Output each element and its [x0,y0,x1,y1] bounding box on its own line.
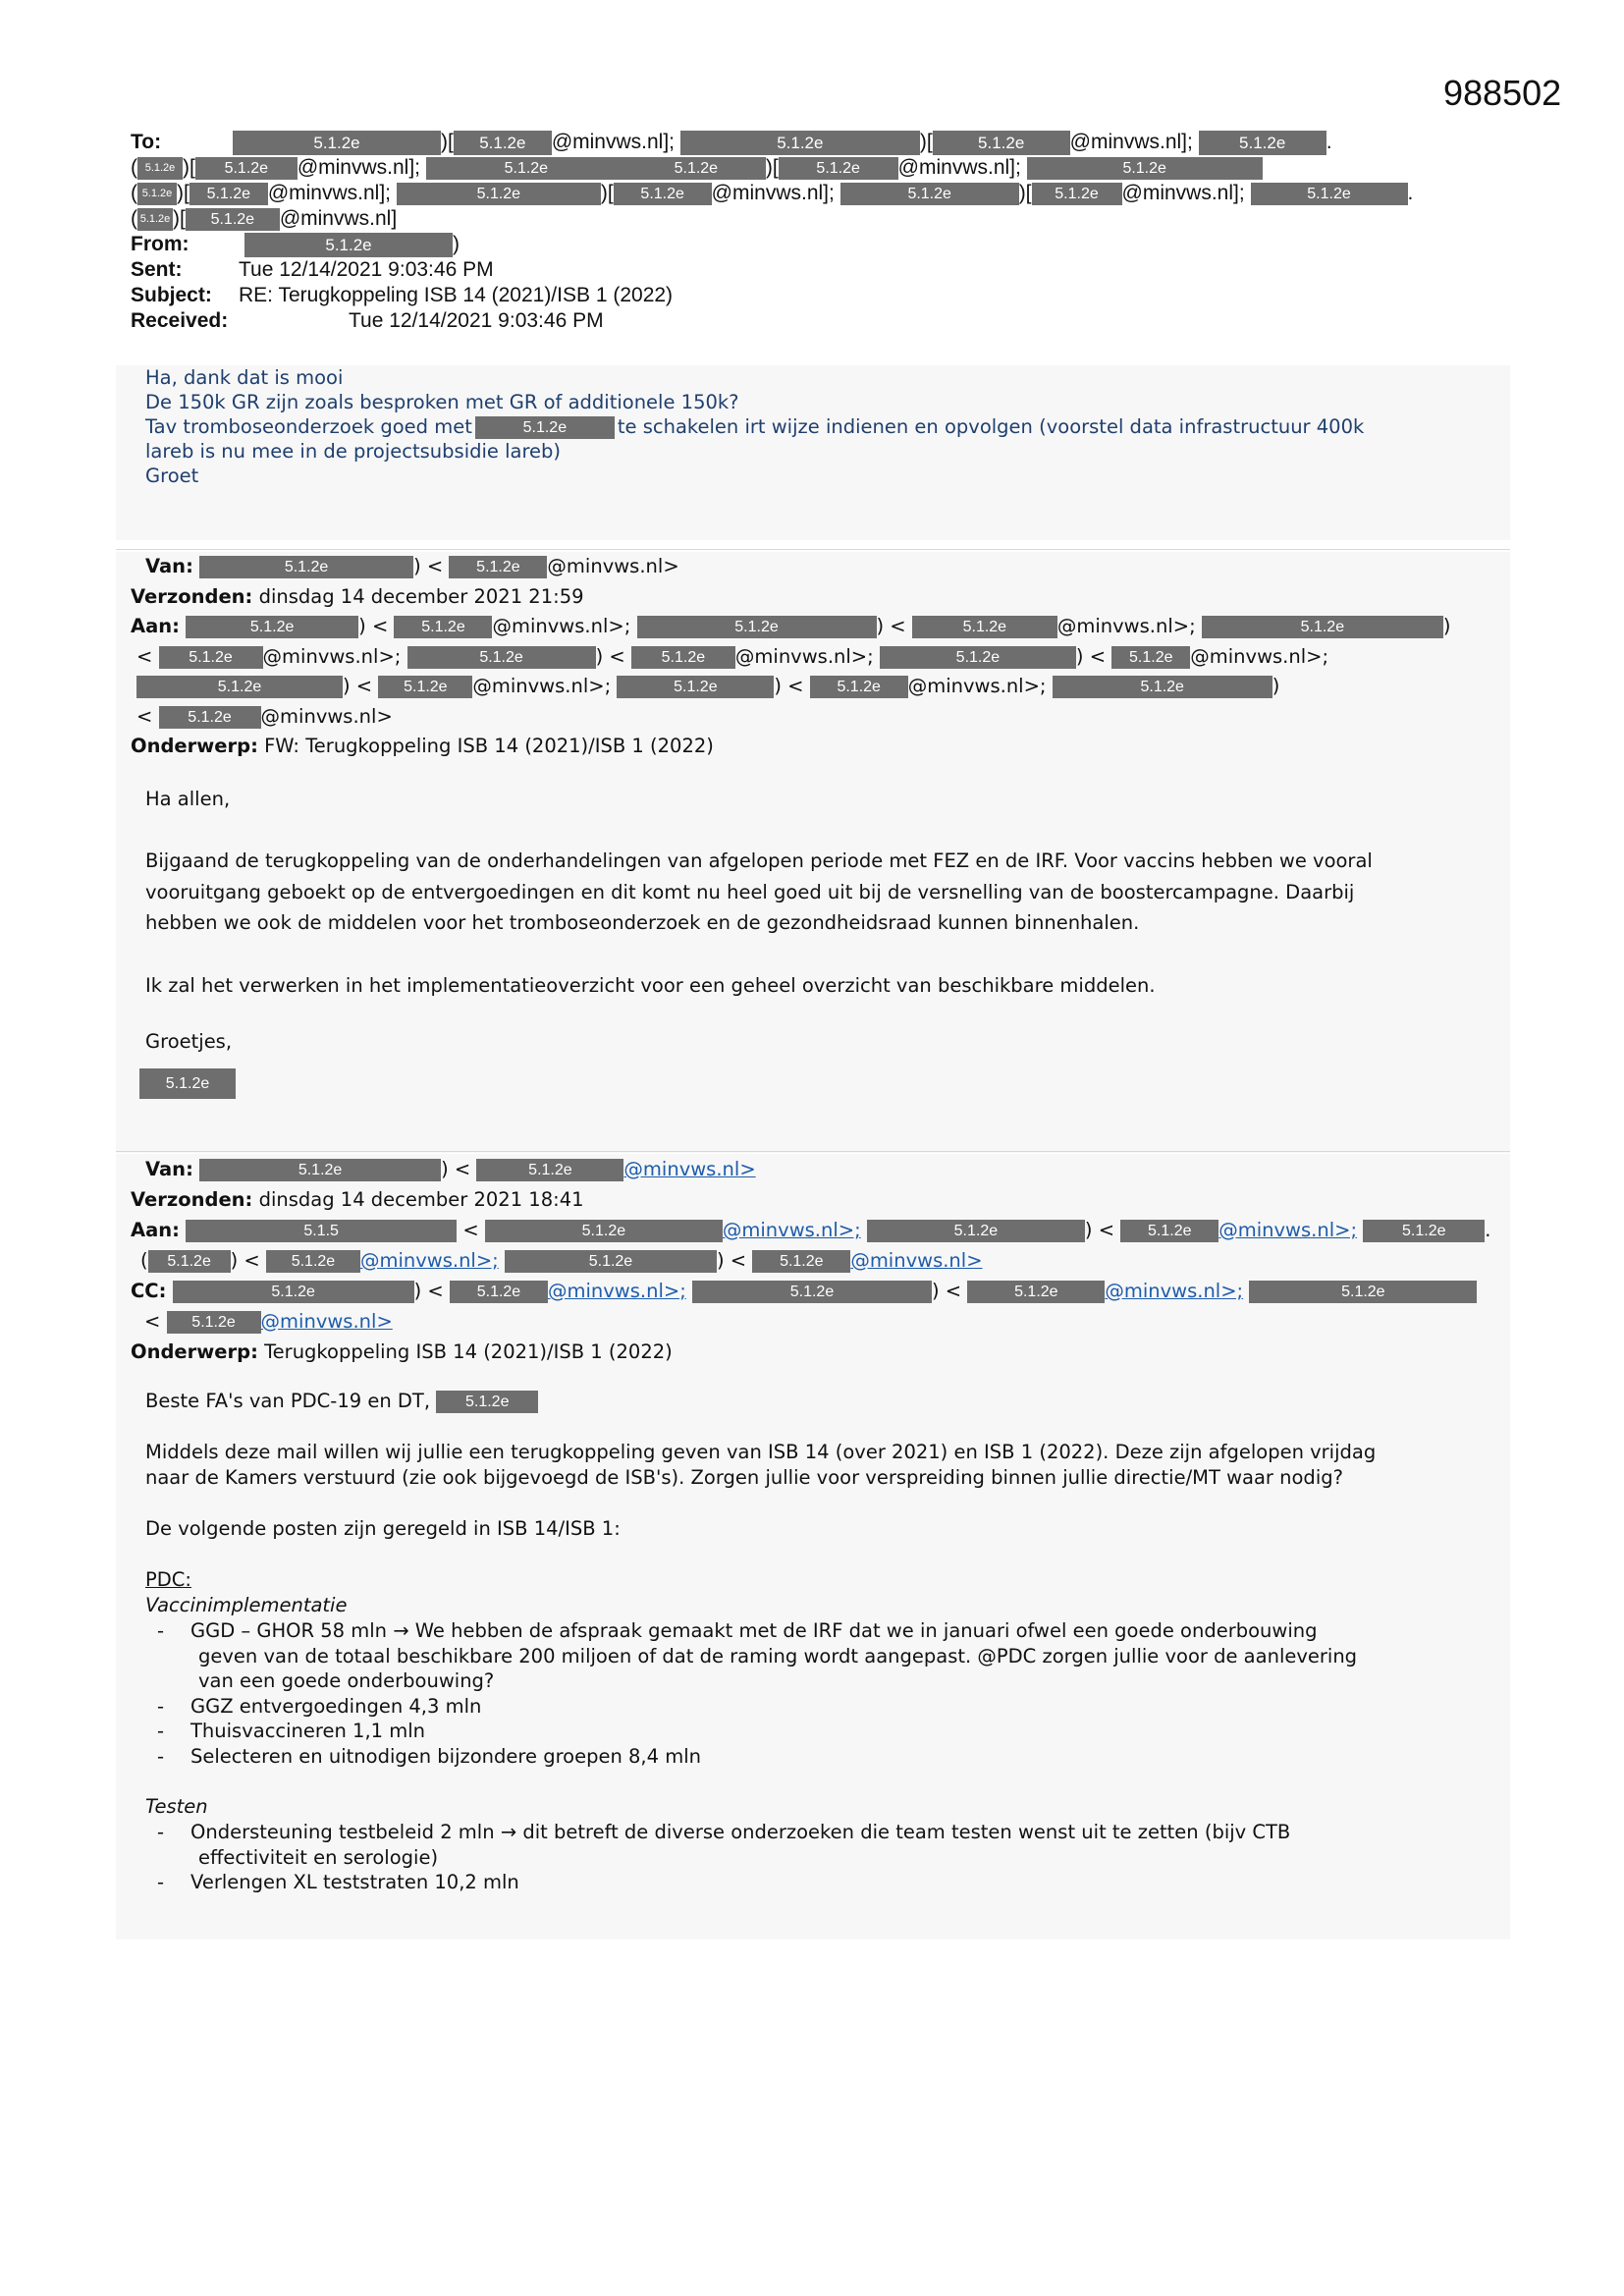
cc-line-1: CC: 5.1.2e ) < 5.1.2e @minvws.nl>; 5.1.2e ) < 5.1.2e @minvws.nl>; 5.1.2e [131,1276,1510,1306]
onderwerp-label: Onderwerp: [131,1340,258,1363]
cc-label: CC: [131,1280,167,1302]
verzonden-label: Verzonden: [131,584,253,608]
vacc-heading: Vaccinimplementatie [145,1594,348,1616]
email-domain: @minvws.nl]; [297,156,420,179]
greeting: Ha allen, [145,787,231,810]
to-line-3: ( 5.1.2e )[ 5.1.2e @minvws.nl]; 5.1.2e )[ 5.1.2e @minvws.nl]; 5.1.2e )[ 5.1.2e @minvws.nl]; 5.1.2e . [131,182,1414,204]
redaction: 5.1.2e [137,208,173,231]
third-message-header [116,1154,1510,1367]
aan-label: Aan: [131,1219,180,1241]
second-message-body [116,784,1510,1099]
redaction: 5.1.2e [1199,131,1326,155]
aan-label: Aan: [131,615,180,637]
list-item: - Ondersteuning testbeleid 2 mln → dit betreft de diverse onderzoeken die team testen wenst uit te zetten (bijv CTB effectiviteit en serologie) [116,1820,1510,1870]
separator [116,549,1510,550]
verzonden-line [131,582,1510,613]
email-domain: @minvws.nl>; [907,675,1047,697]
redaction: 5.1.2e [186,208,280,231]
redaction: 5.1.2e [779,157,898,180]
body-line: De 150k GR zijn zoals besproken met GR of additionele 150k? [145,391,739,413]
list-item: - GGZ entvergoedingen 4,3 mln [116,1694,1510,1720]
email-domain: @minvws.nl]; [1069,131,1193,153]
redaction: 5.1.2e [912,616,1057,638]
redaction: 5.1.2e [454,131,552,155]
aan-line-3: 5.1.2e ) < 5.1.2e @minvws.nl>; 5.1.2e ) < 5.1.2e @minvws.nl>; 5.1.2e ) [131,672,1510,702]
email-domain: @minvws.nl] [279,207,398,230]
redaction: 5.1.2e [1363,1220,1485,1242]
redaction: 5.1.2e [436,1391,538,1413]
email-domain: @minvws.nl>; [492,615,631,637]
onderwerp-line [131,1337,1510,1367]
redaction: 5.1.2e [1120,1220,1218,1242]
email-domain: @minvws.nl>; [262,644,402,668]
redaction: 5.1.2e [137,157,183,180]
aan-line-4: < 5.1.2e @minvws.nl> [136,704,393,728]
first-message-header [131,130,1505,334]
list-item: - Thuisvaccineren 1,1 mln [116,1719,1510,1744]
redaction: 5.1.2e [378,676,472,698]
redaction: 5.1.2e [148,1250,231,1273]
para-line: Bijgaand de terugkoppeling van de onderhandelingen van afgelopen periode met FEZ en de IRF. Voor vaccins hebben we vooral [145,849,1373,872]
para-line: Ik zal het verwerken in het implementatieoverzicht voor een geheel overzicht van beschikbare middelen. [145,973,1156,997]
intro-line: Middels deze mail willen wij jullie een terugkoppeling geven van ISB 14 (over 2021) en ISB 1 (2022). Deze zijn afgelopen vrijdag [145,1441,1377,1463]
aan-line-1: Aan: 5.1.2e ) < 5.1.2e @minvws.nl>; 5.1.2e ) < 5.1.2e @minvws.nl>; 5.1.2e ) [131,615,1451,637]
body-line: Ha, dank dat is mooi [145,366,344,389]
redaction: 5.1.2e [810,676,908,698]
redaction: 5.1.2e [137,183,177,205]
email-link[interactable]: @minvws.nl> [623,1158,756,1180]
redaction: 5.1.2e [159,706,261,729]
redaction: 5.1.2e [614,183,712,205]
document-number: 988502 [1443,73,1562,113]
aan-line-2: < 5.1.2e @minvws.nl>; 5.1.2e ) < 5.1.2e @minvws.nl>; 5.1.2e ) < 5.1.2e @minvws.nl>; [136,644,1329,668]
redaction: 5.1.2e [617,676,774,698]
list-item: - GGD – GHOR 58 mln → We hebben de afspraak gemaakt met de IRF dat we in januari ofwel een goede onderbouwing geven van de totaal beschikbare 200 miljoen of dat de raming wordt aangepast. @PDC zorgen jullie voor de aanlevering van een goede onderbouwing? [116,1618,1510,1694]
aan-line-2: ( 5.1.2e ) < 5.1.2e @minvws.nl>; 5.1.2e ) < 5.1.2e @minvws.nl> [140,1249,983,1272]
to-label: To: [131,131,162,153]
redaction: 5.1.2e [233,131,441,155]
closing: Groetjes, [145,1030,233,1053]
redaction: 5.1.2e [485,1220,723,1242]
verzonden-line [131,1184,1510,1215]
redaction: 5.1.2e [159,646,263,669]
body-line: lareb is nu mee in de projectsubsidie lareb) [145,440,562,463]
separator [116,1151,1510,1152]
redaction: 5.1.2e [199,556,413,578]
redaction: 5.1.2e [1027,157,1263,180]
redaction: 5.1.2e [1032,183,1122,205]
email-link[interactable]: @minvws.nl>; [547,1280,686,1302]
email-domain: @minvws.nl]; [267,182,391,204]
received-label: Received: [131,309,229,332]
second-message [116,552,1510,1153]
redaction: 5.1.2e [1249,1281,1477,1303]
email-domain: @minvws.nl>; [1190,644,1329,668]
list-item: - Selecteren en uitnodigen bijzondere groepen 8,4 mln [116,1744,1510,1770]
redaction: 5.1.2e [397,183,601,205]
email-link[interactable]: @minvws.nl>; [1218,1219,1358,1241]
redaction: 5.1.2e [173,1281,414,1303]
redaction: 5.1.2e [1053,676,1272,698]
redaction: 5.1.2e [1202,616,1443,638]
email-domain: @minvws.nl>; [472,675,612,697]
email-domain: @minvws.nl]; [711,182,835,204]
van-label: Van: [145,1158,193,1180]
third-message [116,1154,1510,1940]
redaction: 5.1.2e [933,131,1070,155]
from-line: From: 5.1.2e ) [131,233,460,255]
list-item: - Verlengen XL teststraten 10,2 mln [116,1870,1510,1895]
redaction: 5.1.2e [199,1159,441,1181]
email-domain: @minvws.nl]; [897,156,1021,179]
redaction: 5.1.5 [186,1220,457,1242]
redaction: 5.1.2e [637,616,877,638]
redaction: 5.1.2e [449,556,547,578]
redaction: 5.1.2e [967,1281,1105,1303]
to-line-2: ( 5.1.2e )[ 5.1.2e @minvws.nl]; 5.1.2e 5.1.2e )[ 5.1.2e @minvws.nl]; 5.1.2e [131,155,1505,181]
redaction: 5.1.2e [136,676,343,698]
verzonden-value: dinsdag 14 december 2021 21:59 [258,584,584,608]
redaction: 5.1.2e [394,616,492,638]
vacc-list [116,1618,1510,1769]
body-line: Tav tromboseonderzoek goed met 5.1.2e te schakelen irt wijze indienen en opvolgen (voorstel data infrastructuur 400k [145,415,1365,438]
verzonden-value: dinsdag 14 december 2021 18:41 [258,1188,584,1211]
redaction: 5.1.2e [692,1281,932,1303]
sent-line [131,257,1505,283]
redaction: 5.1.2e [244,233,453,257]
email-domain: @minvws.nl> [260,704,393,728]
received-value: Tue 12/14/2021 9:03:46 PM [349,309,604,332]
subject-value: RE: Terugkoppeling ISB 14 (2021)/ISB 1 (2022) [239,284,674,306]
redaction: 5.1.2e [1111,646,1190,669]
email-link[interactable]: @minvws.nl>; [1105,1280,1244,1302]
email-link[interactable]: @minvws.nl>; [722,1219,861,1241]
redaction: 5.1.2e [476,1159,623,1181]
pdc-heading: PDC: [145,1568,191,1591]
redaction: 5.1.2e [626,157,766,180]
posts-intro: De volgende posten zijn geregeld in ISB 14/ISB 1: [145,1517,621,1540]
redaction: 5.1.2e [880,646,1076,669]
from-label: From: [131,233,189,255]
third-message-body [116,1389,1510,1895]
to-line-1: To: 5.1.2e )[ 5.1.2e @minvws.nl]; 5.1.2e )[ 5.1.2e @minvws.nl]; 5.1.2e . [131,131,1332,153]
email-link[interactable]: @minvws.nl>; [359,1249,499,1272]
redaction: 5.1.2e [475,416,615,439]
redaction: 5.1.2e [867,1220,1085,1242]
subject-line [131,283,1505,308]
email-domain: @minvws.nl]; [551,131,675,153]
redaction: 5.1.2e [266,1250,360,1273]
van-line: Van: 5.1.2e ) < 5.1.2e @minvws.nl> [145,1158,756,1180]
redaction: 5.1.2e [139,1068,236,1099]
subject-label: Subject: [131,284,212,306]
first-message-body [116,365,1510,540]
verzonden-label: Verzonden: [131,1188,253,1211]
redaction: 5.1.2e [631,646,735,669]
redaction: 5.1.2e [680,131,920,155]
to-line-4: ( 5.1.2e )[ 5.1.2e @minvws.nl] [131,207,398,230]
para-line: vooruitgang geboekt op de entvergoedingen en dit komt nu heel goed uit bij de versnelling van de boostercampagne. Daarbij [145,880,1355,903]
redaction: 5.1.2e [1251,183,1408,205]
sent-label: Sent: [131,258,183,281]
body-line: Groet [145,465,199,487]
email-link[interactable]: @minvws.nl> [850,1249,983,1272]
cc-line-2: < 5.1.2e @minvws.nl> [144,1310,393,1333]
redaction: 5.1.2e [505,1250,717,1273]
onderwerp-value: Terugkoppeling ISB 14 (2021)/ISB 1 (2022) [264,1340,673,1363]
redaction: 5.1.2e [450,1281,548,1303]
test-list [116,1820,1510,1895]
redaction: 5.1.2e [426,157,626,180]
sent-value: Tue 12/14/2021 9:03:46 PM [239,258,494,281]
onderwerp-label: Onderwerp: [131,735,258,757]
van-line: Van: 5.1.2e ) < 5.1.2e @minvws.nl> [145,555,679,577]
para-line: hebben we ook de middelen voor het tromboseonderzoek en de gezondheidsraad kunnen binnenhalen. [145,911,1140,934]
email-domain: @minvws.nl]; [1121,182,1245,204]
test-heading: Testen [145,1795,208,1818]
email-domain: @minvws.nl>; [734,644,874,668]
redaction: 5.1.2e [407,646,596,669]
email-domain: @minvws.nl>; [1056,615,1196,637]
redaction: 5.1.2e [752,1250,850,1273]
redaction: 5.1.2e [840,183,1019,205]
second-message-header [116,552,1510,762]
intro-line: naar de Kamers verstuurd (zie ook bijgevoegd de ISB's). Zorgen jullie voor verspreiding binnen jullie directie/MT waar nodig? [145,1466,1343,1489]
redaction: 5.1.2e [195,157,298,180]
van-label: Van: [145,555,193,577]
email-link[interactable]: @minvws.nl> [260,1310,393,1333]
redaction: 5.1.2e [186,616,358,638]
email-domain: @minvws.nl> [547,555,679,577]
greeting: Beste FA's van PDC-19 en DT, 5.1.2e [145,1389,1510,1414]
onderwerp-value: FW: Terugkoppeling ISB 14 (2021)/ISB 1 (2022) [264,735,714,757]
received-line [131,308,1505,334]
onderwerp-line [131,732,1510,762]
redaction: 5.1.2e [167,1311,261,1334]
aan-line-1: Aan: 5.1.5 < 5.1.2e @minvws.nl>; 5.1.2e ) < 5.1.2e @minvws.nl>; 5.1.2e . [131,1219,1491,1241]
redaction: 5.1.2e [189,183,268,205]
signature [139,1067,1510,1099]
